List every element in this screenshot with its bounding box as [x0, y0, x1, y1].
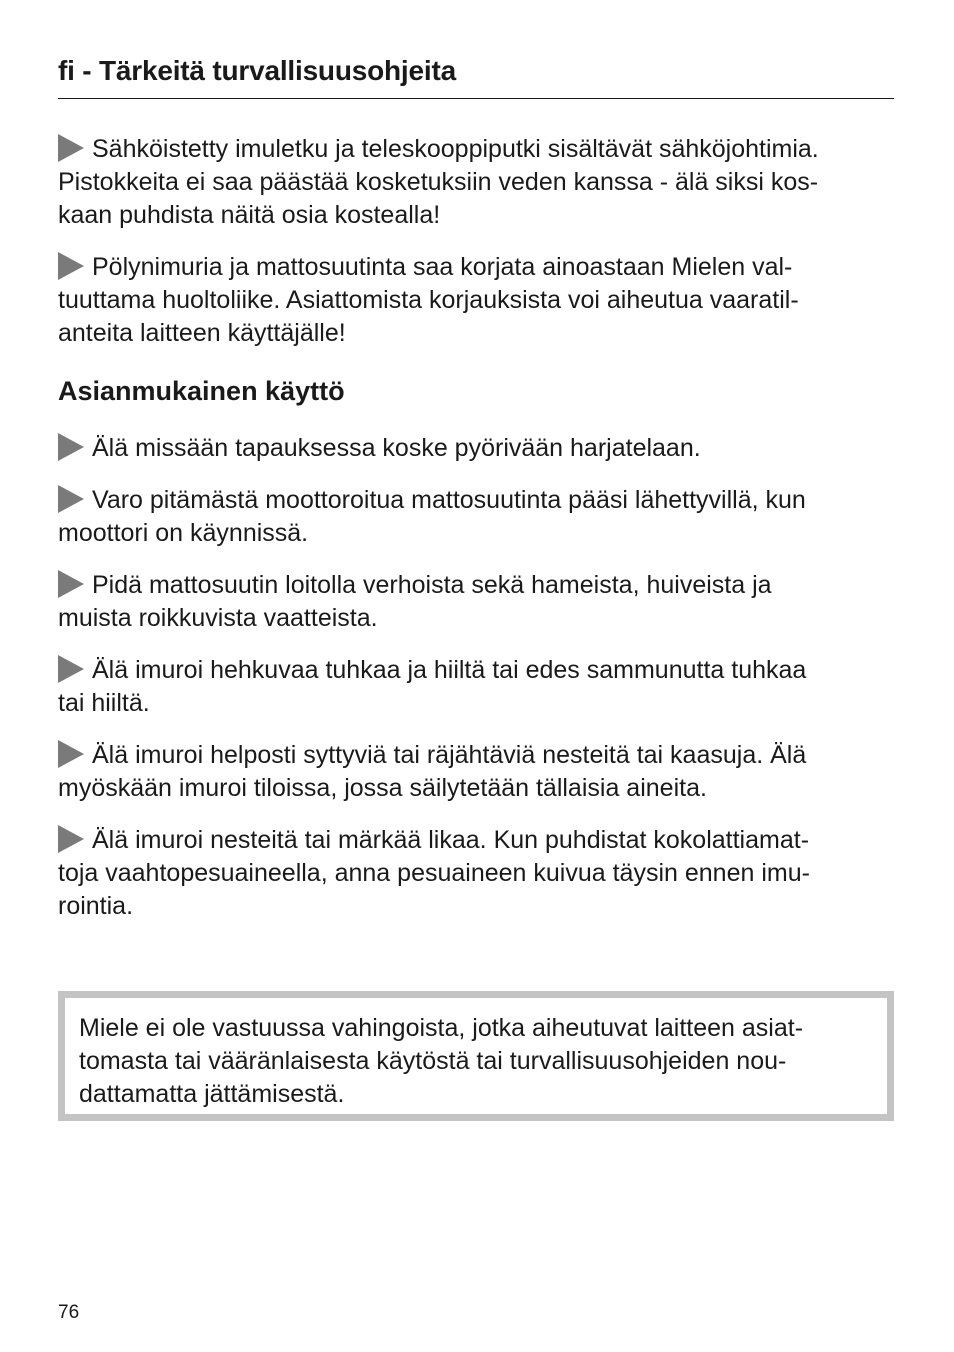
- note-line: dattamatta jättämisestä.: [79, 1080, 345, 1108]
- paragraph-line-text: Älä missään tapauksessa koske pyörivään harjatelaan.: [92, 434, 701, 462]
- safety-paragraph-repair: [58, 251, 894, 350]
- paragraph-line: [58, 654, 894, 687]
- triangle-bullet-icon: [58, 252, 84, 280]
- main-content: [58, 133, 894, 942]
- liability-note-box: [58, 991, 894, 1121]
- paragraph-line-text: Pölynimuria ja mattosuutinta saa korjata ainoastaan Mielen val-: [92, 253, 793, 281]
- paragraph-line: myöskään imuroi tiloissa, jossa säilytetään tällaisia aineita.: [58, 774, 707, 802]
- paragraph-line-text: Älä imuroi hehkuvaa tuhkaa ja hiiltä tai edes sammunutta tuhkaa: [92, 656, 807, 684]
- paragraph-line-text: Sähköistetty imuletku ja teleskooppiputki sisältävät sähköjohtimia.: [92, 135, 819, 163]
- paragraph-line-text: Pidä mattosuutin loitolla verhoista sekä hameista, huiveista ja: [92, 571, 772, 599]
- liability-note-text: [79, 1012, 803, 1111]
- page-title: fi - Tärkeitä turvallisuusohjeita: [58, 55, 456, 86]
- usage-paragraph-ash: [58, 654, 894, 720]
- section-heading: Asianmukainen käyttö: [58, 376, 345, 406]
- triangle-bullet-icon: [58, 655, 84, 683]
- paragraph-line: Pistokkeita ei saa päästää kosketuksiin veden kanssa - älä siksi kos-: [58, 168, 819, 196]
- usage-paragraph-curtains: [58, 569, 894, 635]
- triangle-bullet-icon: [58, 433, 84, 461]
- safety-paragraph-hose: [58, 133, 894, 232]
- safety-paragraphs: [58, 133, 894, 350]
- paragraph-line-text: Varo pitämästä moottoroitua mattosuutinta pääsi lähettyvillä, kun: [92, 486, 806, 514]
- triangle-bullet-icon: [58, 485, 84, 513]
- triangle-bullet-icon: [58, 570, 84, 598]
- triangle-bullet-icon: [58, 825, 84, 853]
- paragraph-line-text: Älä imuroi nesteitä tai märkää likaa. Kun puhdistat kokolattiamat-: [92, 826, 810, 854]
- paragraph-line-text: Älä imuroi helposti syttyviä tai räjähtäviä nesteitä tai kaasuja. Älä: [92, 741, 807, 769]
- page-header: [58, 52, 894, 99]
- note-line: Miele ei ole vastuussa vahingoista, jotka aiheutuvat laitteen asiat-: [79, 1014, 804, 1042]
- paragraph-line: [58, 133, 894, 166]
- triangle-bullet-icon: [58, 740, 84, 768]
- page-number: 76: [58, 1302, 80, 1323]
- paragraph-line: muista roikkuvista vaatteista.: [58, 604, 378, 632]
- paragraph-line: rointia.: [58, 892, 134, 920]
- paragraph-line: [58, 569, 894, 602]
- paragraph-line: kaan puhdista näitä osia kostealla!: [58, 201, 441, 229]
- paragraph-line: [58, 484, 894, 517]
- paragraph-line: anteita laitteen käyttäjälle!: [58, 319, 346, 347]
- usage-paragraph-flammable: [58, 739, 894, 805]
- triangle-bullet-icon: [58, 134, 84, 162]
- usage-paragraphs: [58, 432, 894, 923]
- usage-paragraph-brush: [58, 432, 894, 465]
- usage-paragraph-liquids: [58, 824, 894, 923]
- note-line: tomasta tai vääränlaisesta käytöstä tai turvallisuusohjeiden nou-: [79, 1047, 787, 1075]
- paragraph-line: moottori on käynnissä.: [58, 519, 309, 547]
- paragraph-line: [58, 739, 894, 772]
- paragraph-line: toja vaahtopesuaineella, anna pesuaineen kuivua täysin ennen imu-: [58, 859, 810, 887]
- paragraph-line: [58, 824, 894, 857]
- paragraph-line: tai hiiltä.: [58, 689, 150, 717]
- paragraph-line: [58, 432, 894, 465]
- paragraph-line: tuuttama huoltoliike. Asiattomista korjauksista voi aiheutua vaaratil-: [58, 286, 799, 314]
- usage-paragraph-head: [58, 484, 894, 550]
- paragraph-line: [58, 251, 894, 284]
